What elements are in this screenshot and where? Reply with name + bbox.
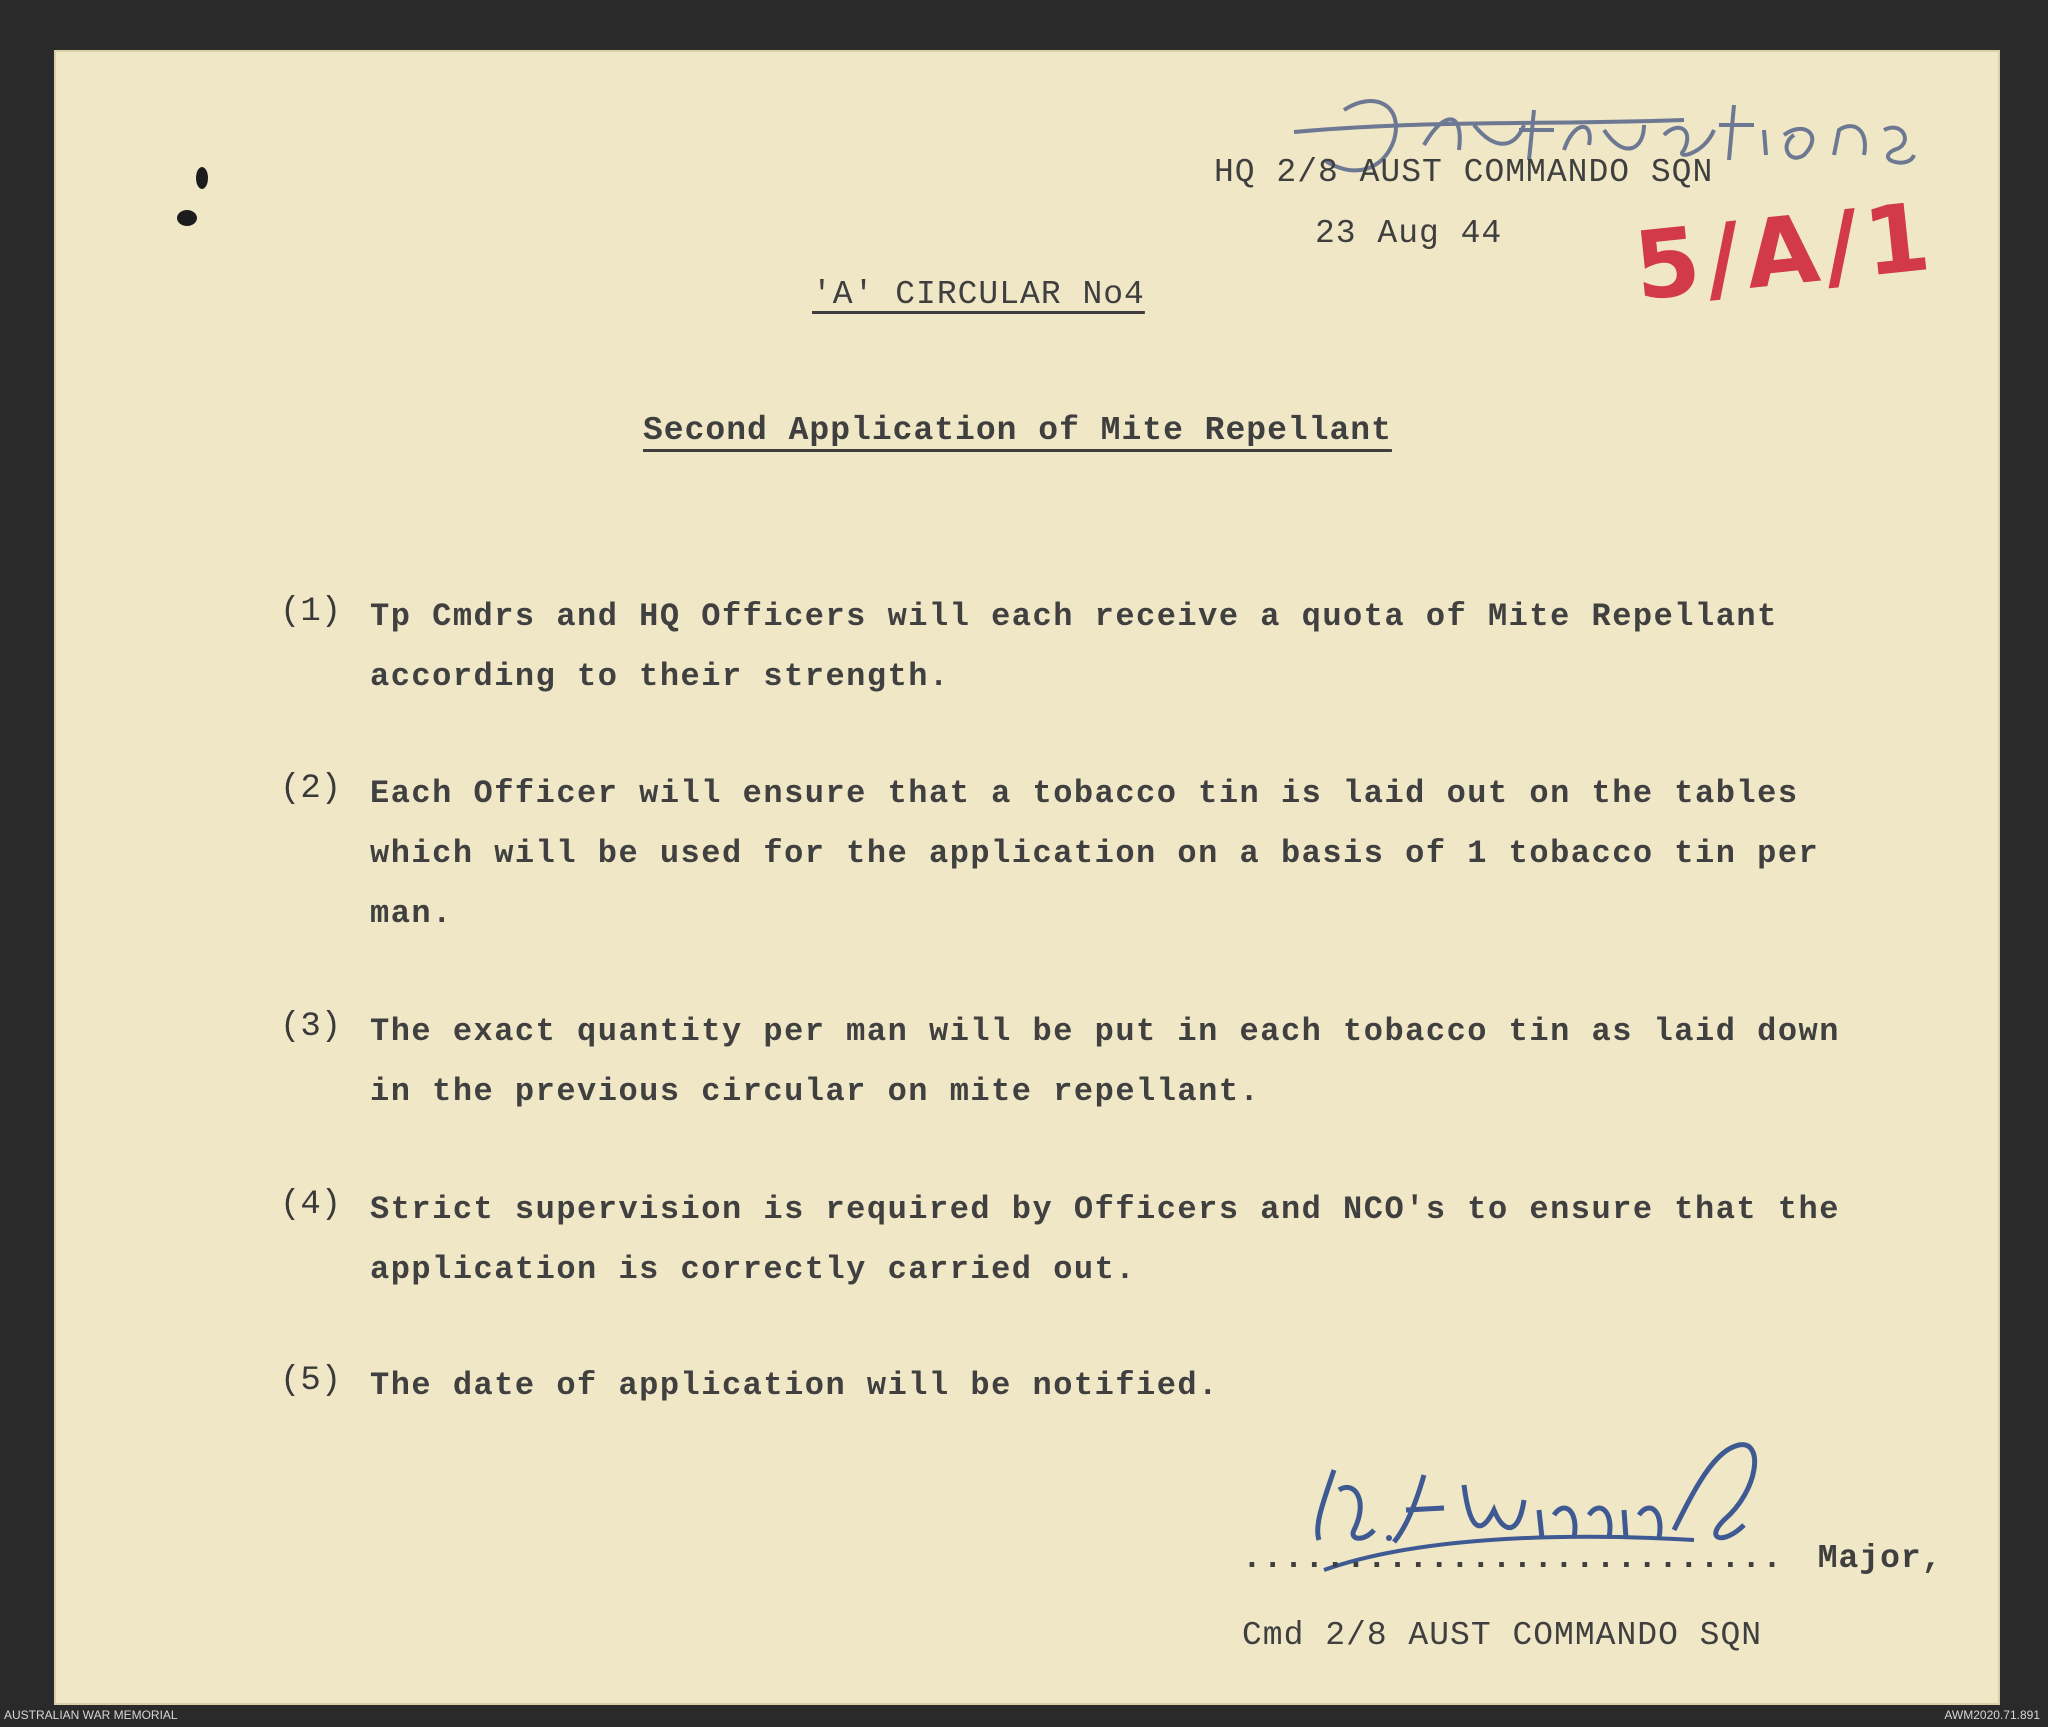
signature-dots: .......................... xyxy=(1242,1540,1783,1577)
file-reference-stamp: 5/A/1 xyxy=(1629,182,1942,323)
circular-number: 'A' CIRCULAR No4 xyxy=(812,276,1145,313)
unit-header: HQ 2/8 AUST COMMANDO SQN xyxy=(1214,154,1714,191)
paragraph-line: man. xyxy=(370,895,453,932)
paragraph-number: (1) xyxy=(280,593,342,631)
paragraph-line: Strict supervision is required by Officers and NCO's to ensure that the xyxy=(370,1191,1840,1228)
accession-number: AWM2020.71.891 xyxy=(1944,1708,2040,1722)
paragraph-line: according to their strength. xyxy=(370,658,950,695)
paragraph-line: Each Officer will ensure that a tobacco tin is laid out on the tables xyxy=(370,775,1799,812)
punch-mark-top xyxy=(196,167,208,189)
paragraph-number: (3) xyxy=(280,1008,342,1046)
paragraph-line: Tp Cmdrs and HQ Officers will each receive a quota of Mite Repellant xyxy=(370,598,1778,635)
paragraph-line: which will be used for the application on a basis of 1 tobacco tin per xyxy=(370,835,1820,872)
document-page xyxy=(54,50,2000,1705)
paragraph-line: The date of application will be notified. xyxy=(370,1367,1219,1404)
document-date: 23 Aug 44 xyxy=(1315,215,1503,252)
document-subject: Second Application of Mite Repellant xyxy=(643,412,1392,449)
paragraph-line: application is correctly carried out. xyxy=(370,1251,1137,1288)
paragraph-number: (4) xyxy=(280,1186,342,1224)
paragraph-number: (5) xyxy=(280,1362,342,1400)
signatory-title: Cmd 2/8 AUST COMMANDO SQN xyxy=(1242,1617,1763,1654)
archive-credit: AUSTRALIAN WAR MEMORIAL xyxy=(4,1708,178,1722)
paragraph-line: The exact quantity per man will be put in each tobacco tin as laid down xyxy=(370,1013,1840,1050)
paragraph-line: in the previous circular on mite repellant. xyxy=(370,1073,1261,1110)
punch-mark-bottom xyxy=(177,210,197,226)
signatory-rank: Major, xyxy=(1817,1540,1943,1577)
signature-line xyxy=(1242,1540,1943,1577)
paragraph-number: (2) xyxy=(280,770,342,808)
